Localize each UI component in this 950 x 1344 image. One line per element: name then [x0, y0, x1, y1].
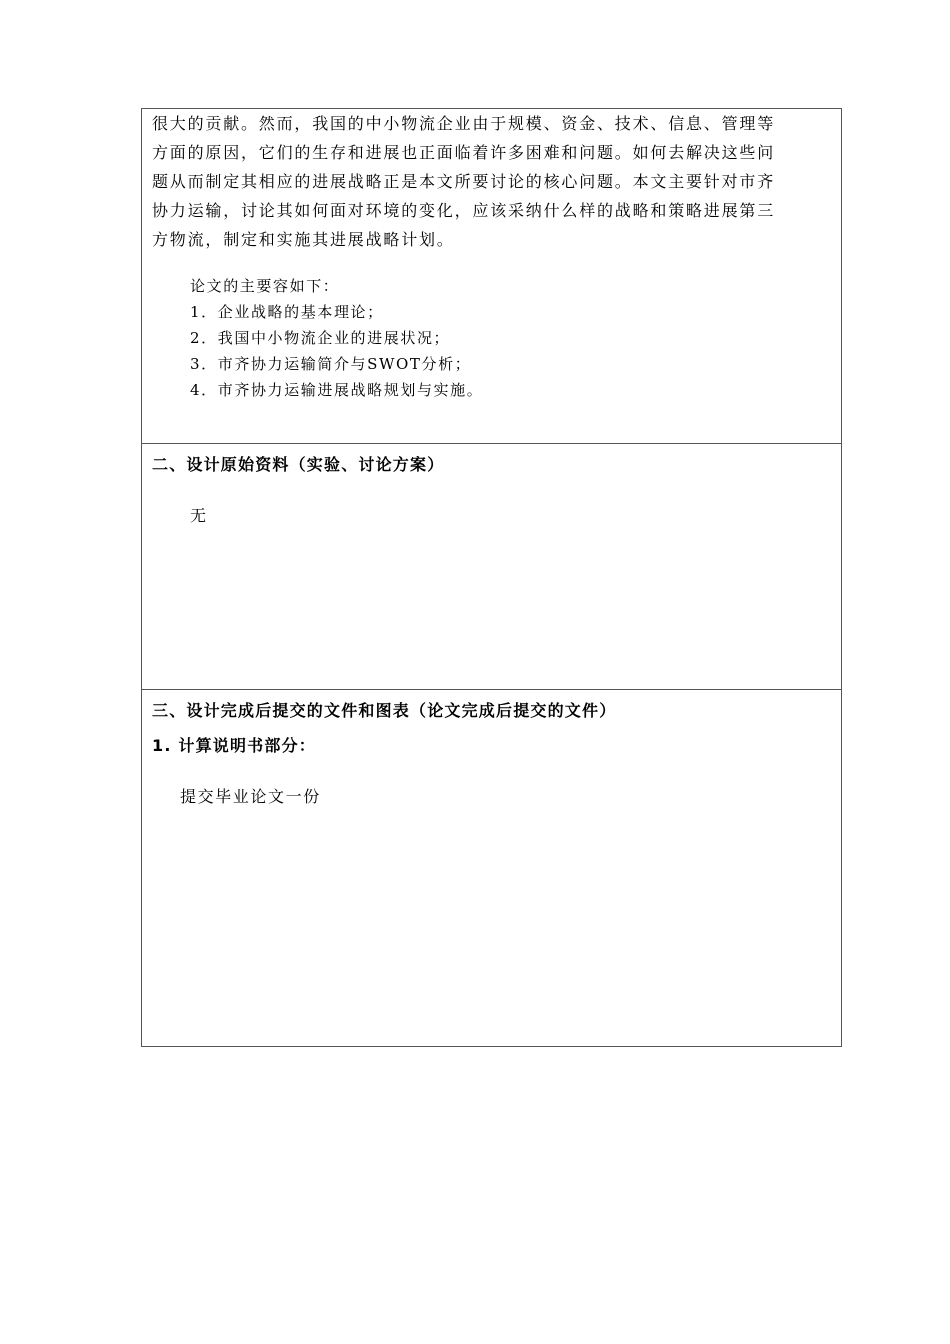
contents-item: 4．市齐协力运输进展战略规划与实施。: [190, 381, 484, 399]
design-materials-cell: [142, 443, 841, 689]
contents-item: 1．企业战略的基本理论；: [190, 303, 384, 321]
submitted-files-heading: 三、设计完成后提交的文件和图表（论文完成后提交的文件）: [152, 701, 617, 720]
submitted-files-value: 提交毕业论文一份: [180, 787, 321, 806]
paragraph-line: 协力运输，讨论其如何面对环境的变化，应该采纳什么样的战略和策略进展第三: [152, 201, 776, 220]
section-content-cell: [142, 109, 841, 443]
contents-list: [152, 273, 831, 403]
paragraph-line: 题从而制定其相应的进展战略正是本文所要讨论的核心问题。本文主要针对市齐: [152, 172, 776, 191]
paragraph-line: 方面的原因，它们的生存和进展也正面临着许多困难和问题。如何去解决这些问: [152, 143, 776, 162]
contents-intro: 论文的主要容如下：: [190, 277, 340, 295]
paragraph-line: 很大的贡献。然而，我国的中小物流企业由于规模、资金、技术、信息、管理等: [152, 114, 776, 133]
contents-item: 2．我国中小物流企业的进展状况；: [190, 329, 451, 347]
abstract-paragraph: [152, 109, 831, 254]
calculation-manual-subheading: 1. 计算说明书部分：: [152, 736, 316, 755]
design-materials-value: 无: [190, 506, 208, 525]
paragraph-line: 方物流，制定和实施其进展战略计划。: [152, 230, 455, 249]
design-materials-heading: 二、设计原始资料（实验、讨论方案）: [152, 455, 445, 474]
submitted-files-cell: [142, 689, 841, 1046]
task-form-table: [141, 108, 842, 1047]
contents-item: 3．市齐协力运输简介与SWOT分析；: [190, 355, 472, 373]
